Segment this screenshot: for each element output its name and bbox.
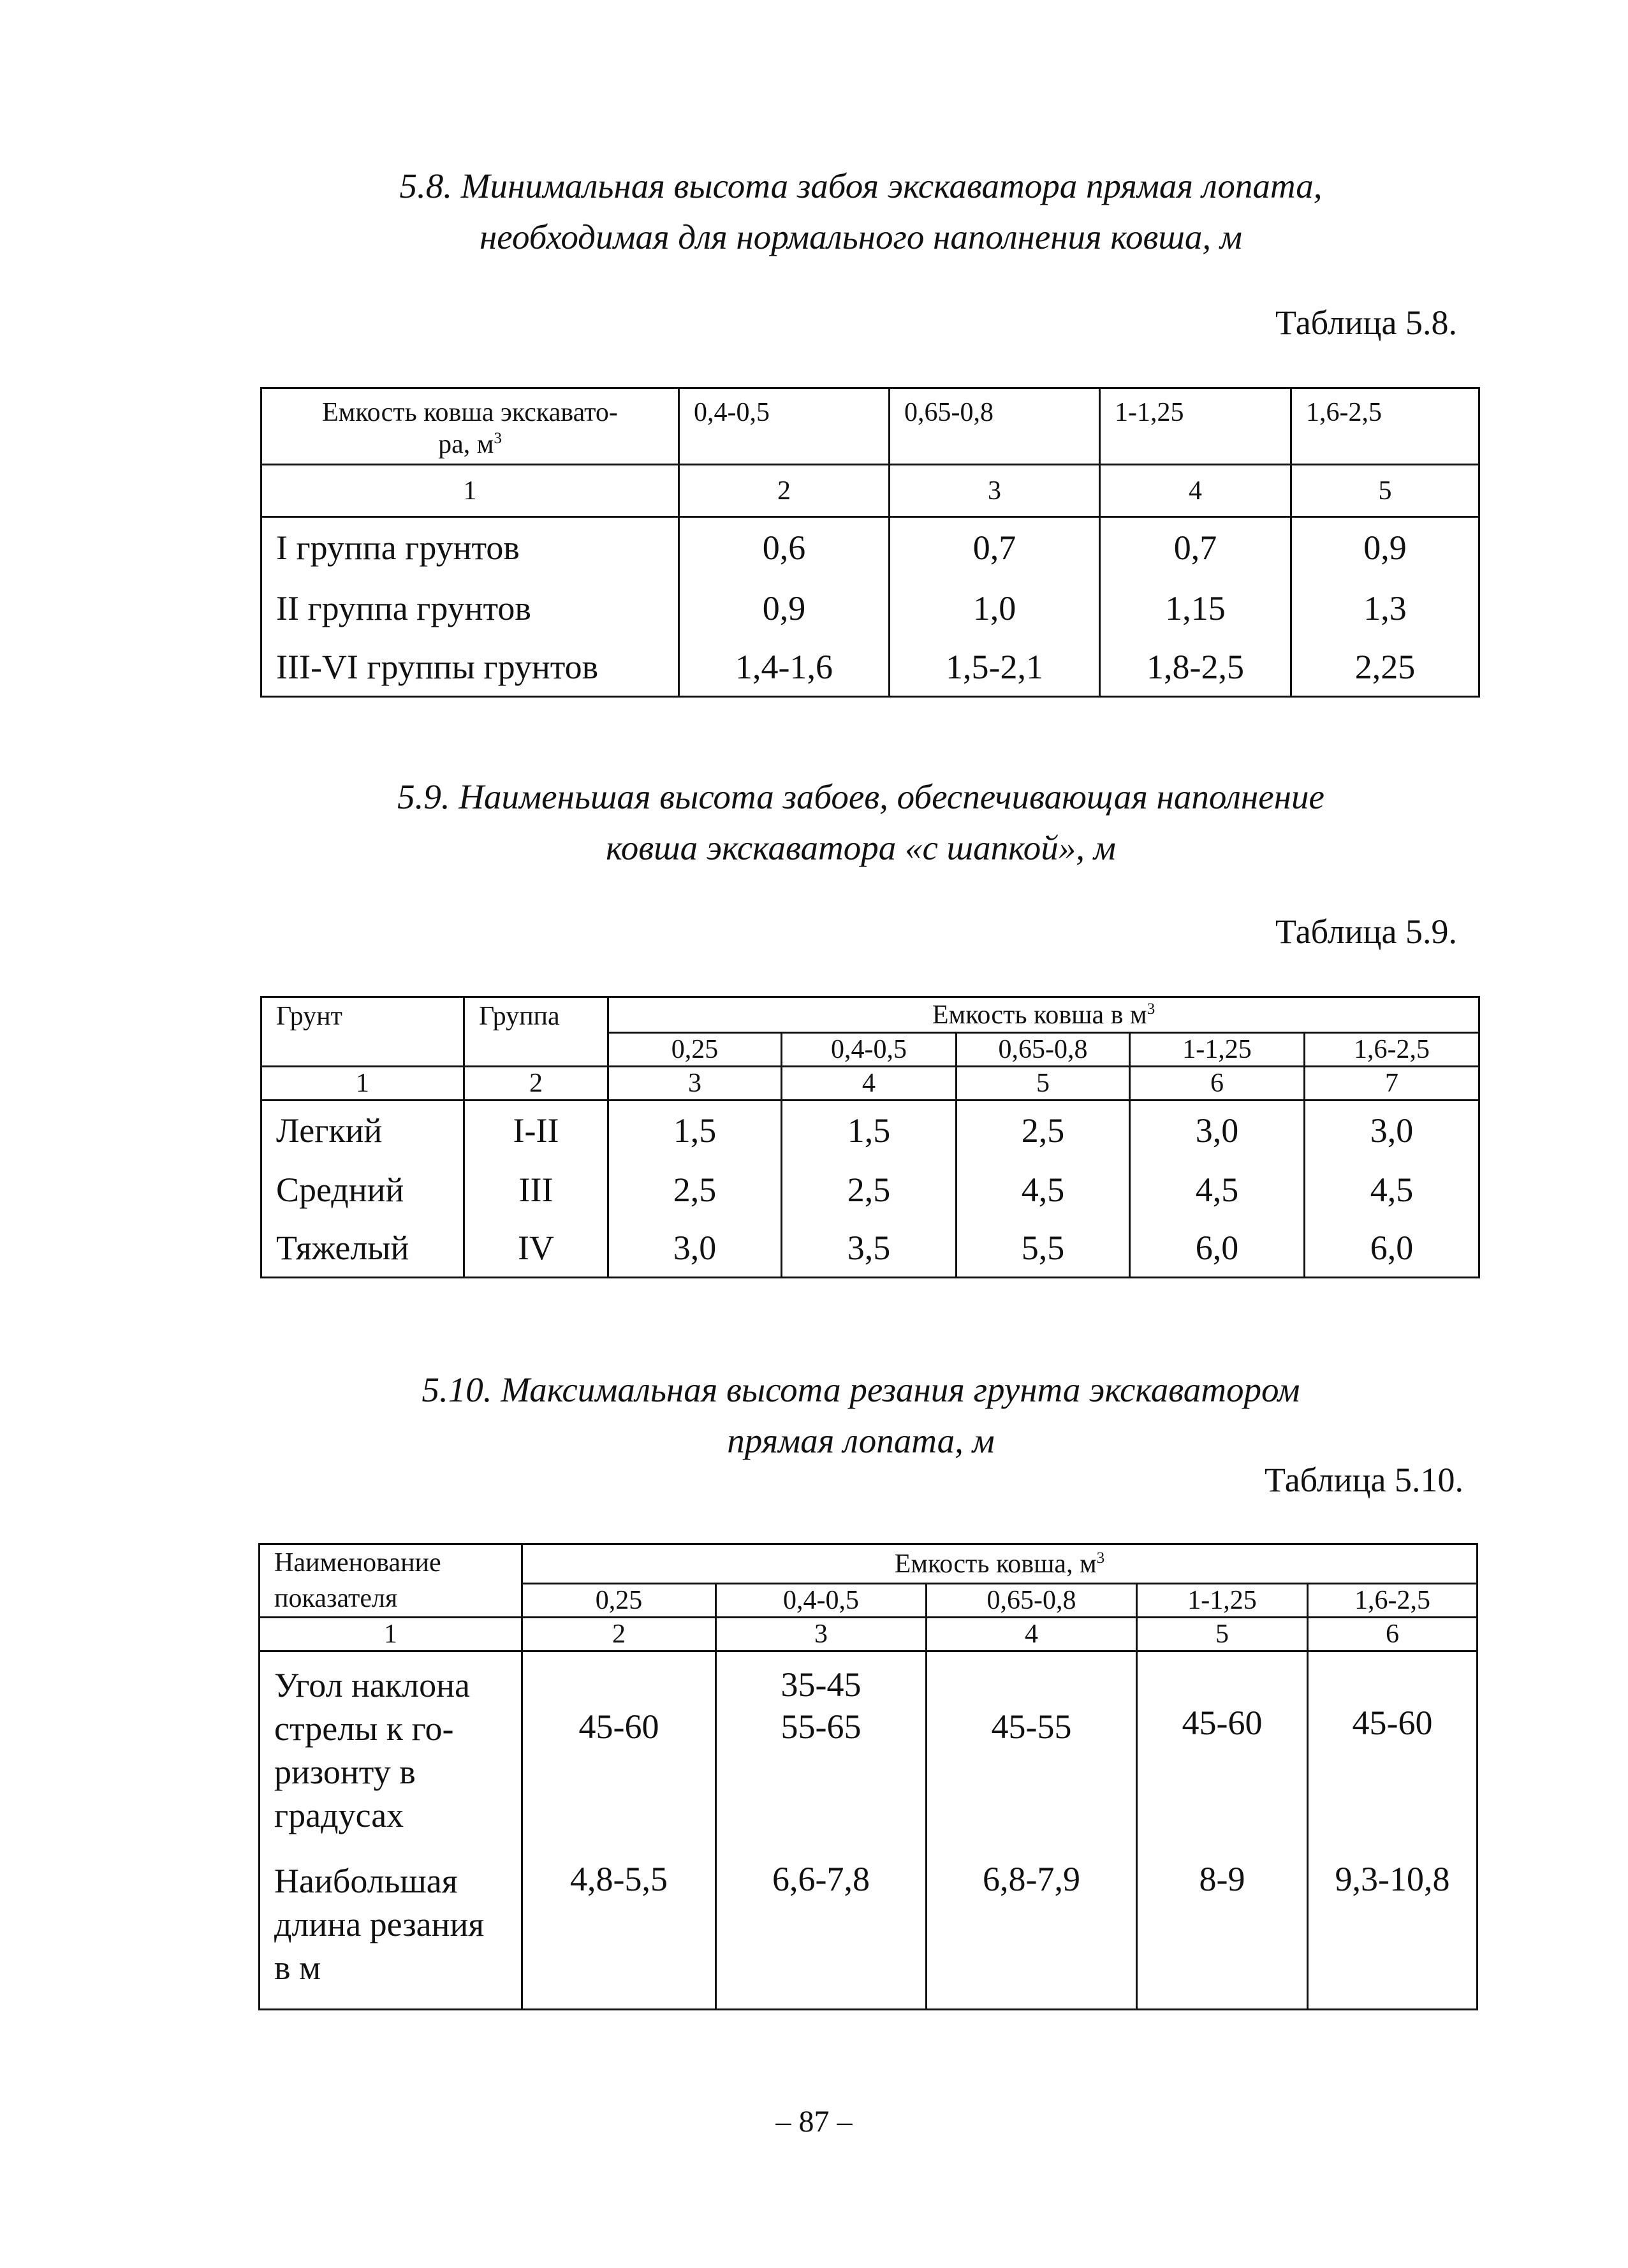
col-name-header [260, 1544, 522, 1618]
page-number: – 87 – [775, 2105, 853, 2139]
cell-value: 35-45 [781, 1665, 862, 1704]
col-number: 6 [1308, 1618, 1478, 1651]
capacity-value: 0,4-0,5 [716, 1584, 927, 1618]
cell-value: 3,0 [608, 1219, 782, 1278]
col-number: 1 [260, 1618, 522, 1651]
table-5-8-header-label [261, 388, 679, 465]
table-row [261, 638, 1479, 697]
table-row [261, 517, 1479, 578]
table-5-8-header-value: 1-1,25 [1100, 388, 1291, 465]
col-number: 5 [1137, 1618, 1308, 1651]
caption-5-10-line1: 5.10. Максимальная высота резания грунта экскаватором [422, 1370, 1300, 1409]
table-label-5-9: Таблица 5.9. [1275, 912, 1457, 951]
col-number: 5 [1291, 465, 1479, 517]
capacity-header-text: Емкость ковша, м [894, 1549, 1097, 1579]
table-5-8-header-label-end: ра, м [438, 430, 494, 459]
cell-value: 0,6 [679, 517, 890, 578]
cell-value: 2,5 [782, 1160, 957, 1219]
row-label [260, 1651, 522, 1859]
cell-value: 4,5 [1305, 1160, 1479, 1219]
row-label-line: Угол наклона [274, 1666, 470, 1704]
table-5-8 [260, 387, 1480, 698]
col-number: 1 [261, 465, 679, 517]
ground-label: Тяжелый [261, 1219, 464, 1278]
table-5-8-header-value: 0,4-0,5 [679, 388, 890, 465]
group-label: IV [464, 1219, 608, 1278]
capacity-header-sup: 3 [1096, 1549, 1105, 1567]
col-number: 2 [679, 465, 890, 517]
row-label: I группа грунтов [261, 517, 679, 578]
table-label-5-10: Таблица 5.10. [1265, 1461, 1463, 1499]
cell-value: 3,0 [1305, 1101, 1479, 1160]
capacity-value: 1,6-2,5 [1308, 1584, 1478, 1618]
table-5-9 [260, 996, 1480, 1278]
group-label: III [464, 1160, 608, 1219]
capacity-value: 0,4-0,5 [782, 1033, 957, 1067]
table-row [261, 1219, 1479, 1278]
cell-value: 4,8-5,5 [522, 1859, 716, 2010]
cell-value: 6,6-7,8 [716, 1859, 927, 2010]
row-label: III-VI группы грунтов [261, 638, 679, 697]
cell-value: 0,9 [1291, 517, 1479, 578]
caption-5-8-line2: необходимая для нормального наполнения ковша, м [480, 217, 1242, 256]
cell-value: 4,5 [1130, 1160, 1305, 1219]
table-5-9-header-row [261, 997, 1479, 1033]
caption-5-10 [255, 1364, 1467, 1467]
col-number: 6 [1130, 1067, 1305, 1101]
col-group-header: Группа [464, 997, 608, 1067]
ground-label: Средний [261, 1160, 464, 1219]
table-5-8-header-sup: 3 [494, 430, 502, 447]
cell-value: 1,4-1,6 [679, 638, 890, 697]
cell-value: 55-65 [781, 1708, 862, 1746]
capacity-header [522, 1544, 1478, 1584]
caption-5-10-line2: прямая лопата, м [727, 1421, 995, 1460]
caption-5-9 [255, 772, 1467, 874]
col-number: 3 [608, 1067, 782, 1101]
table-row [261, 578, 1479, 638]
cell-value: 3,5 [782, 1219, 957, 1278]
col-number: 1 [261, 1067, 464, 1101]
row-label-line: градусах [274, 1796, 404, 1834]
row-label-line: в м [274, 1948, 321, 1987]
cell-value: 3,0 [1130, 1101, 1305, 1160]
table-5-8-header-label-main: Емкость ковша экскавато- [322, 398, 618, 427]
group-label: I-II [464, 1101, 608, 1160]
capacity-value: 0,65-0,8 [927, 1584, 1137, 1618]
caption-5-8-line1: 5.8. Минимальная высота забоя экскаватора прямая лопата, [399, 166, 1323, 205]
capacity-value: 0,25 [522, 1584, 716, 1618]
capacity-value: 1,6-2,5 [1305, 1033, 1479, 1067]
row-label [260, 1859, 522, 2010]
table-5-9-number-row [261, 1067, 1479, 1101]
capacity-value: 0,25 [608, 1033, 782, 1067]
cell-value: 45-60 [522, 1651, 716, 1859]
table-5-10-number-row [260, 1618, 1478, 1651]
cell-value: 45-55 [927, 1651, 1137, 1859]
capacity-value: 0,65-0,8 [957, 1033, 1130, 1067]
col-number: 4 [1100, 465, 1291, 517]
cell-value: 6,8-7,9 [927, 1859, 1137, 2010]
table-row [260, 1651, 1478, 1859]
row-label: II группа грунтов [261, 578, 679, 638]
cell-value: 5,5 [957, 1219, 1130, 1278]
row-label-line: длина резания [274, 1905, 485, 1943]
cell-value: 45-60 [1137, 1651, 1308, 1859]
cell-value: 2,5 [608, 1160, 782, 1219]
cell-value: 1,3 [1291, 578, 1479, 638]
col-number: 2 [464, 1067, 608, 1101]
capacity-value: 1-1,25 [1137, 1584, 1308, 1618]
cell-value: 1,0 [890, 578, 1100, 638]
capacity-header-sup: 3 [1147, 1000, 1155, 1018]
cell-value: 1,5-2,1 [890, 638, 1100, 697]
col-number: 4 [782, 1067, 957, 1101]
col-number: 7 [1305, 1067, 1479, 1101]
table-5-8-number-row [261, 465, 1479, 517]
col-name-header-line2: показателя [274, 1584, 398, 1613]
col-number: 3 [716, 1618, 927, 1651]
col-number: 4 [927, 1618, 1137, 1651]
ground-label: Легкий [261, 1101, 464, 1160]
cell-value: 9,3-10,8 [1308, 1859, 1478, 2010]
caption-5-9-line1: 5.9. Наименьшая высота забоев, обеспечивающая наполнение [397, 777, 1324, 816]
row-label-line: Наибольшая [274, 1861, 458, 1900]
col-number: 5 [957, 1067, 1130, 1101]
cell-value: 2,25 [1291, 638, 1479, 697]
cell-value: 2,5 [957, 1101, 1130, 1160]
caption-5-9-line2: ковша экскаватора «с шапкой», м [606, 828, 1116, 867]
table-5-8-header-row [261, 388, 1479, 465]
row-label-line: стрелы к го- [274, 1709, 454, 1748]
cell-value-stack [716, 1651, 927, 1859]
cell-value: 1,8-2,5 [1100, 638, 1291, 697]
cell-value: 1,5 [608, 1101, 782, 1160]
cell-value: 6,0 [1130, 1219, 1305, 1278]
cell-value: 0,9 [679, 578, 890, 638]
row-label-line: ризонту в [274, 1753, 416, 1791]
table-row [261, 1101, 1479, 1160]
cell-value: 8-9 [1137, 1859, 1308, 2010]
cell-value: 0,7 [1100, 517, 1291, 578]
capacity-header [608, 997, 1479, 1033]
table-row [260, 1859, 1478, 2010]
cell-value: 0,7 [890, 517, 1100, 578]
col-name-header-line1: Наименование [274, 1548, 441, 1577]
capacity-value: 1-1,25 [1130, 1033, 1305, 1067]
cell-value: 6,0 [1305, 1219, 1479, 1278]
table-row [261, 1160, 1479, 1219]
cell-value: 45-60 [1308, 1651, 1478, 1859]
col-number: 3 [890, 465, 1100, 517]
caption-5-8 [255, 161, 1467, 263]
table-5-10 [258, 1543, 1478, 2010]
table-label-5-8: Таблица 5.8. [1275, 304, 1457, 342]
table-5-8-header-value: 1,6-2,5 [1291, 388, 1479, 465]
col-number: 2 [522, 1618, 716, 1651]
cell-value: 1,5 [782, 1101, 957, 1160]
table-5-8-header-value: 0,65-0,8 [890, 388, 1100, 465]
cell-value: 4,5 [957, 1160, 1130, 1219]
cell-value: 1,15 [1100, 578, 1291, 638]
capacity-header-text: Емкость ковша в м [932, 1000, 1147, 1030]
col-ground-header: Грунт [261, 997, 464, 1067]
table-5-10-header-row [260, 1544, 1478, 1584]
